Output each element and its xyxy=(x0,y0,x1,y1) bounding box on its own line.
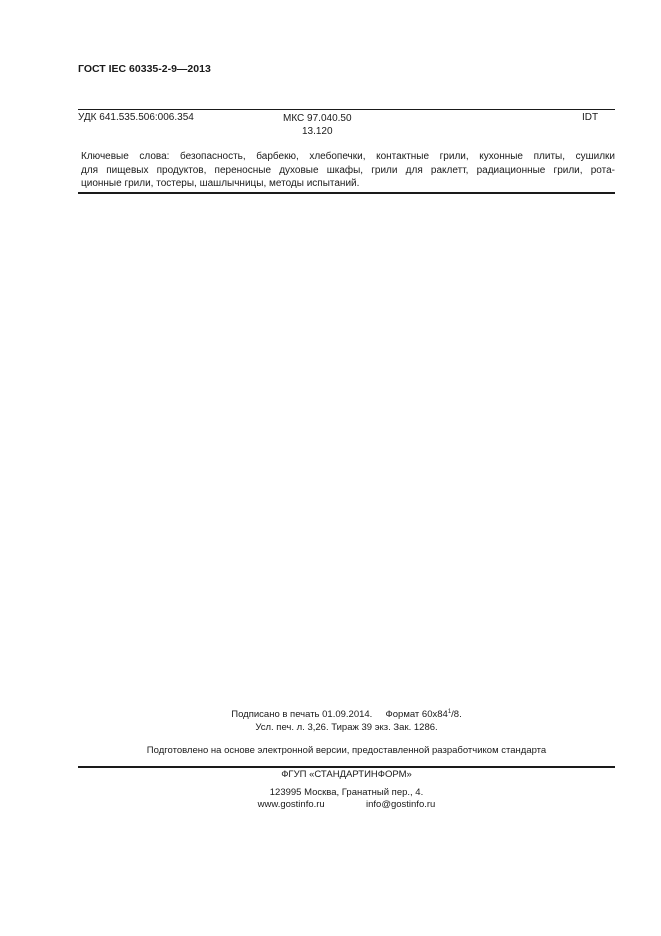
mks-line-1: МКС 97.040.50 xyxy=(283,113,352,124)
print-info: Усл. печ. л. 3,26. Тираж 39 экз. Зак. 1286. xyxy=(255,722,438,733)
keywords-rule xyxy=(78,192,615,194)
footer-rule xyxy=(78,766,615,768)
website-link[interactable]: www.gostinfo.ru xyxy=(257,799,325,810)
email-link[interactable]: info@gostinfo.ru xyxy=(366,799,436,810)
udk-code: УДК 641.535.506:006.354 xyxy=(78,112,194,123)
keywords-line-2: для пищевых продуктов, переносные духовые шкафы, грили для раклетт, радиационные грили, рота- xyxy=(81,164,615,176)
mks-line-2: 13.120 xyxy=(301,126,333,137)
signed-date: Подписано в печать 01.09.2014. xyxy=(231,709,373,721)
idt-label: IDT xyxy=(582,112,599,123)
mks-code xyxy=(283,112,352,138)
publisher-name: ФГУП «СТАНДАРТИНФОРМ» xyxy=(281,769,412,780)
keywords-line-3: ционные грили, тостеры, шашлычницы, методы испытаний. xyxy=(81,178,360,189)
prepared-note: Подготовлено на основе электронной версии, предоставленной разработчиком стандарта xyxy=(146,745,547,756)
top-rule xyxy=(78,109,615,110)
publisher-address: 123995 Москва, Гранатный пер., 4. xyxy=(269,787,424,798)
standard-code: ГОСТ IEC 60335-2-9—2013 xyxy=(78,63,211,75)
publisher-contacts xyxy=(78,799,615,810)
signed-line xyxy=(78,709,615,720)
keywords-paragraph xyxy=(78,150,615,191)
format-text: Формат $60x84^1/8$. xyxy=(385,709,462,721)
keywords-line-1: Ключевые слова: безопасность, барбекю, хлебопечки, контактные грили, кухонные плиты, сушилки xyxy=(81,151,615,162)
